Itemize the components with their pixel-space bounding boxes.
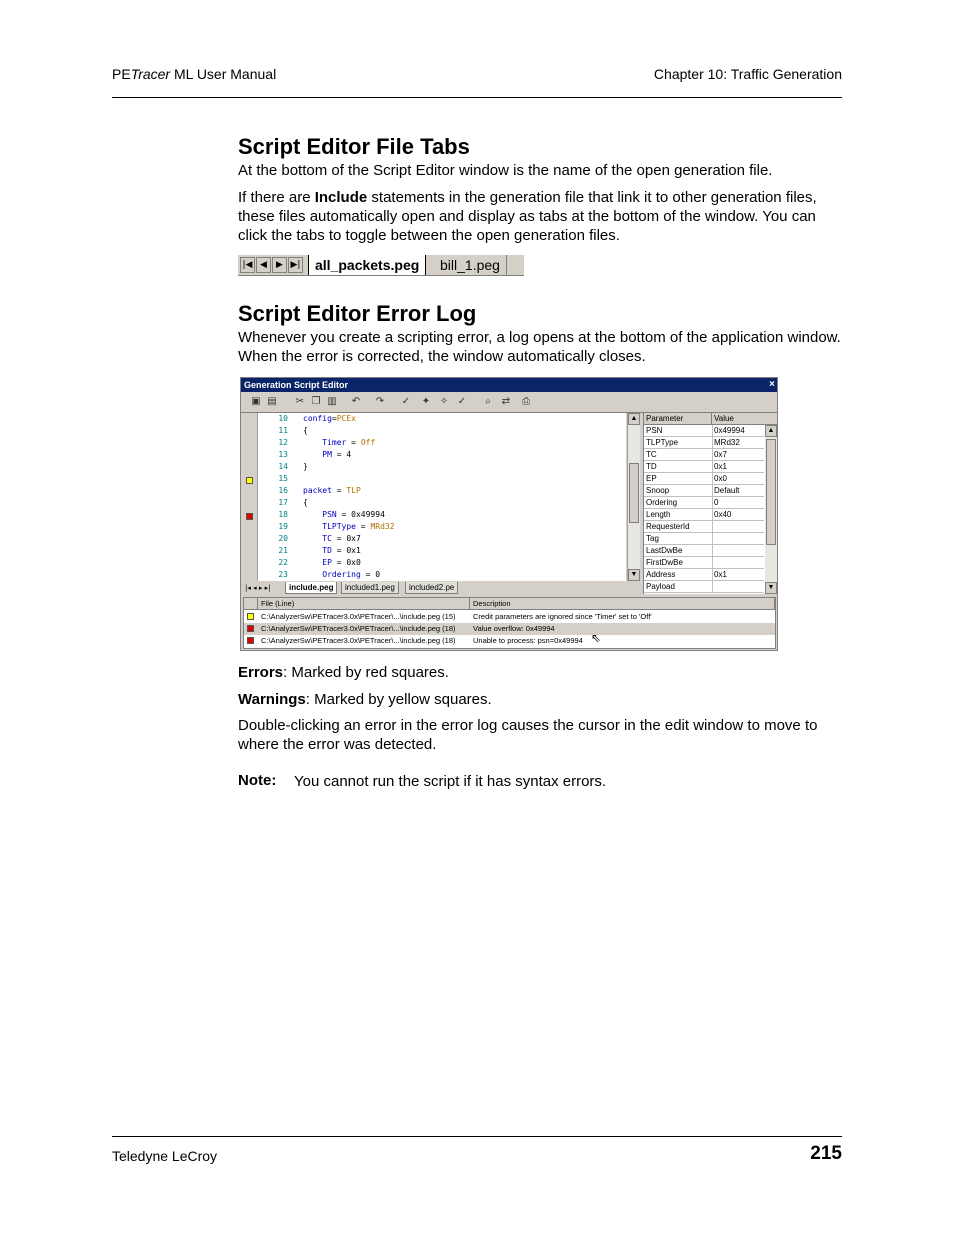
file-tab-strip — [238, 255, 524, 277]
window-titlebar — [241, 378, 777, 392]
scroll-up-icon[interactable]: ▲ — [765, 425, 777, 437]
line-number: 21 — [278, 546, 288, 555]
log-description: Credit parameters are ignored since 'Timer' set to 'Off' — [473, 612, 652, 621]
code-line[interactable] — [258, 461, 626, 473]
param-scrollbar[interactable] — [765, 425, 777, 594]
param-value[interactable]: 0 — [714, 498, 719, 507]
page-number: 215 — [810, 1143, 842, 1164]
copy-icon[interactable]: ❐ — [311, 396, 321, 407]
file-col-header[interactable]: File (Line) — [258, 598, 470, 610]
line-number: 11 — [278, 426, 288, 435]
error-log — [243, 597, 776, 649]
code-editor[interactable] — [258, 413, 626, 581]
code-line[interactable] — [258, 557, 626, 569]
line-number: 20 — [278, 534, 288, 543]
param-row[interactable] — [644, 509, 764, 521]
parameter-table — [643, 413, 778, 594]
check-icon[interactable]: ✓ — [457, 396, 467, 407]
tab-included2[interactable]: included2.pe — [405, 582, 458, 594]
mouse-pointer-icon: ⇖ — [591, 631, 602, 645]
param-name: TLPType — [644, 437, 713, 448]
code-line[interactable] — [258, 497, 626, 509]
code-text: Timer = Off — [322, 438, 376, 447]
line-number: 13 — [278, 450, 288, 459]
log-description: Value overflow: 0x49994 — [473, 624, 555, 633]
log-description: Unable to process: psn=0x49994 — [473, 636, 583, 645]
param-row[interactable] — [644, 557, 764, 569]
param-value[interactable]: MRd32 — [714, 438, 740, 447]
warnings-legend: Warnings: Marked by yellow squares. — [238, 691, 492, 708]
param-row[interactable] — [644, 569, 764, 581]
close-icon[interactable]: × — [769, 379, 775, 390]
step-icon[interactable]: ✦ — [421, 396, 431, 407]
scroll-down-icon[interactable]: ▼ — [765, 582, 777, 594]
code-line[interactable] — [258, 521, 626, 533]
line-number: 14 — [278, 462, 288, 471]
param-name: Ordering — [644, 497, 713, 508]
log-row[interactable] — [244, 611, 775, 623]
code-text: packet = TLP — [303, 486, 361, 495]
param-value[interactable]: 0x49994 — [714, 426, 745, 435]
code-text: EP = 0x0 — [322, 558, 361, 567]
param-value[interactable]: 0x40 — [714, 510, 732, 519]
param-name: LastDwBe — [644, 545, 713, 556]
find-icon[interactable]: ⌕ — [485, 396, 491, 407]
note-text: You cannot run the script if it has syntax errors. — [294, 773, 607, 790]
line-number: 17 — [278, 498, 288, 507]
footer-rule — [112, 1136, 842, 1137]
paragraph: If there are Include statements in the generation file that link it to other generation files, these files automatically open and display as tabs at the bottom of the window. You can click the tabs to toggle between the open generation files. — [238, 189, 817, 244]
code-text: TC = 0x7 — [322, 534, 361, 543]
warning-marker — [246, 477, 253, 484]
param-name: TD — [644, 461, 713, 472]
print-icon[interactable]: ⎙ — [522, 396, 530, 407]
scroll-thumb[interactable] — [629, 463, 639, 523]
param-name: Payload — [644, 581, 713, 592]
param-row[interactable] — [644, 581, 764, 593]
error-marker — [246, 513, 253, 520]
line-number: 12 — [278, 438, 288, 447]
code-text: config=PCEx — [303, 414, 356, 423]
param-name: RequesterId — [644, 521, 713, 532]
open-icon[interactable]: ▤ — [267, 396, 277, 407]
paragraph: Whenever you create a scripting error, a log opens at the bottom of the application window. When the error is corrected, the window automatically closes. — [238, 329, 841, 365]
param-col-header[interactable]: Parameter — [644, 413, 712, 425]
param-name: Length — [644, 509, 713, 520]
code-text: PSN = 0x49994 — [322, 510, 385, 519]
code-line[interactable] — [258, 473, 626, 485]
param-name: PSN — [644, 425, 713, 436]
cut-icon[interactable]: ✂ — [295, 396, 305, 407]
paragraph: At the bottom of the Script Editor window is the name of the open generation file. — [238, 162, 773, 179]
line-number: 15 — [278, 474, 288, 483]
scroll-thumb[interactable] — [766, 439, 776, 545]
next-tab-icon[interactable]: ▶ — [272, 257, 287, 273]
param-name: TC — [644, 449, 713, 460]
note-label: Note: — [238, 772, 277, 789]
param-row[interactable] — [644, 521, 764, 533]
save-icon[interactable]: ▣ — [251, 396, 261, 407]
run-icon[interactable]: ✓ — [401, 396, 411, 407]
footer-company: Teledyne LeCroy — [112, 1148, 218, 1164]
param-row[interactable] — [644, 437, 764, 449]
code-line[interactable] — [258, 413, 626, 425]
param-name: Snoop — [644, 485, 713, 496]
editor-scrollbar[interactable] — [627, 413, 640, 581]
code-text: } — [303, 462, 308, 471]
undo-icon[interactable]: ↶ — [351, 396, 361, 407]
error-marker — [247, 637, 254, 644]
line-number: 10 — [278, 414, 288, 423]
param-row[interactable] — [644, 473, 764, 485]
line-number: 18 — [278, 510, 288, 519]
log-file: C:\AnalyzerSw\PETracer3.0x\PETracer\...\include.peg (15) — [261, 612, 456, 621]
tab-include[interactable]: include.peg — [285, 582, 337, 594]
scroll-up-icon[interactable]: ▲ — [628, 413, 640, 425]
code-line[interactable] — [258, 485, 626, 497]
section-title-error-log: Script Editor Error Log — [238, 301, 477, 326]
marker-gutter — [243, 413, 258, 581]
param-row[interactable] — [644, 533, 764, 545]
redo-icon[interactable]: ↷ — [375, 396, 385, 407]
section-title-file-tabs: Script Editor File Tabs — [238, 134, 470, 159]
code-line[interactable] — [258, 533, 626, 545]
errors-legend: Errors: Marked by red squares. — [238, 664, 449, 681]
line-number: 22 — [278, 558, 288, 567]
desc-col-header[interactable]: Description — [470, 598, 775, 610]
warning-marker — [247, 613, 254, 620]
code-line[interactable] — [258, 569, 626, 581]
param-row[interactable] — [644, 485, 764, 497]
chapter-title: Chapter 10: Traffic Generation — [653, 66, 842, 82]
scroll-down-icon[interactable]: ▼ — [628, 569, 640, 581]
tab-included1[interactable]: included1.peg — [341, 582, 399, 594]
param-name: FirstDwBe — [644, 557, 713, 568]
param-value[interactable]: 0x1 — [714, 462, 727, 471]
param-row[interactable] — [644, 497, 764, 509]
paste-icon[interactable]: ▥ — [327, 396, 337, 407]
param-row[interactable] — [644, 449, 764, 461]
code-text: { — [303, 498, 308, 507]
log-file: C:\AnalyzerSw\PETracer3.0x\PETracer\...\include.peg (18) — [261, 624, 456, 633]
error-marker — [247, 625, 254, 632]
code-line[interactable] — [258, 449, 626, 461]
line-number: 19 — [278, 522, 288, 531]
manual-title: PETracer ML User Manual — [112, 66, 277, 82]
log-row[interactable] — [244, 623, 775, 635]
toolbar — [241, 392, 777, 413]
code-text: TLPType = MRd32 — [322, 522, 395, 531]
paragraph: Double-clicking an error in the error log causes the cursor in the edit window to move to where the error was detected. — [238, 717, 818, 753]
code-text: PM = 4 — [322, 450, 352, 459]
log-file: C:\AnalyzerSw\PETracer3.0x\PETracer\...\include.peg (18) — [261, 636, 456, 645]
param-value[interactable]: 0x1 — [714, 570, 727, 579]
param-value[interactable]: 0x7 — [714, 450, 727, 459]
code-text: { — [303, 426, 308, 435]
line-number: 16 — [278, 486, 288, 495]
line-number: 23 — [278, 570, 288, 579]
tab-bill-1[interactable]: bill_1.peg — [434, 255, 507, 275]
param-row[interactable] — [644, 425, 764, 437]
stop-icon[interactable]: ✧ — [439, 396, 449, 407]
tab-all-packets[interactable]: all_packets.peg — [308, 255, 426, 275]
editor-file-tabs — [243, 582, 639, 594]
code-text: TD = 0x1 — [322, 546, 361, 555]
header-rule — [112, 97, 842, 98]
code-line[interactable] — [258, 509, 626, 521]
code-line[interactable] — [258, 425, 626, 437]
log-row[interactable] — [244, 635, 775, 647]
first-tab-icon[interactable]: |◀ — [240, 257, 255, 273]
param-value[interactable]: 0x0 — [714, 474, 727, 483]
replace-icon[interactable]: ⇄ — [501, 396, 511, 407]
param-row[interactable] — [644, 461, 764, 473]
param-value[interactable]: Default — [714, 486, 740, 495]
param-name: Address — [644, 569, 713, 580]
script-editor-window — [240, 377, 778, 651]
param-row[interactable] — [644, 545, 764, 557]
value-col-header[interactable]: Value — [712, 413, 778, 425]
param-name: Tag — [644, 533, 713, 544]
window-title: Generation Script Editor — [244, 380, 349, 390]
code-line[interactable] — [258, 437, 626, 449]
tab-nav-icons[interactable]: |◂ ◂ ▸ ▸| — [245, 584, 271, 592]
param-name: EP — [644, 473, 713, 484]
code-text: Ordering = 0 — [322, 570, 381, 579]
code-line[interactable] — [258, 545, 626, 557]
prev-tab-icon[interactable]: ◀ — [256, 257, 271, 273]
last-tab-icon[interactable]: ▶| — [288, 257, 303, 273]
